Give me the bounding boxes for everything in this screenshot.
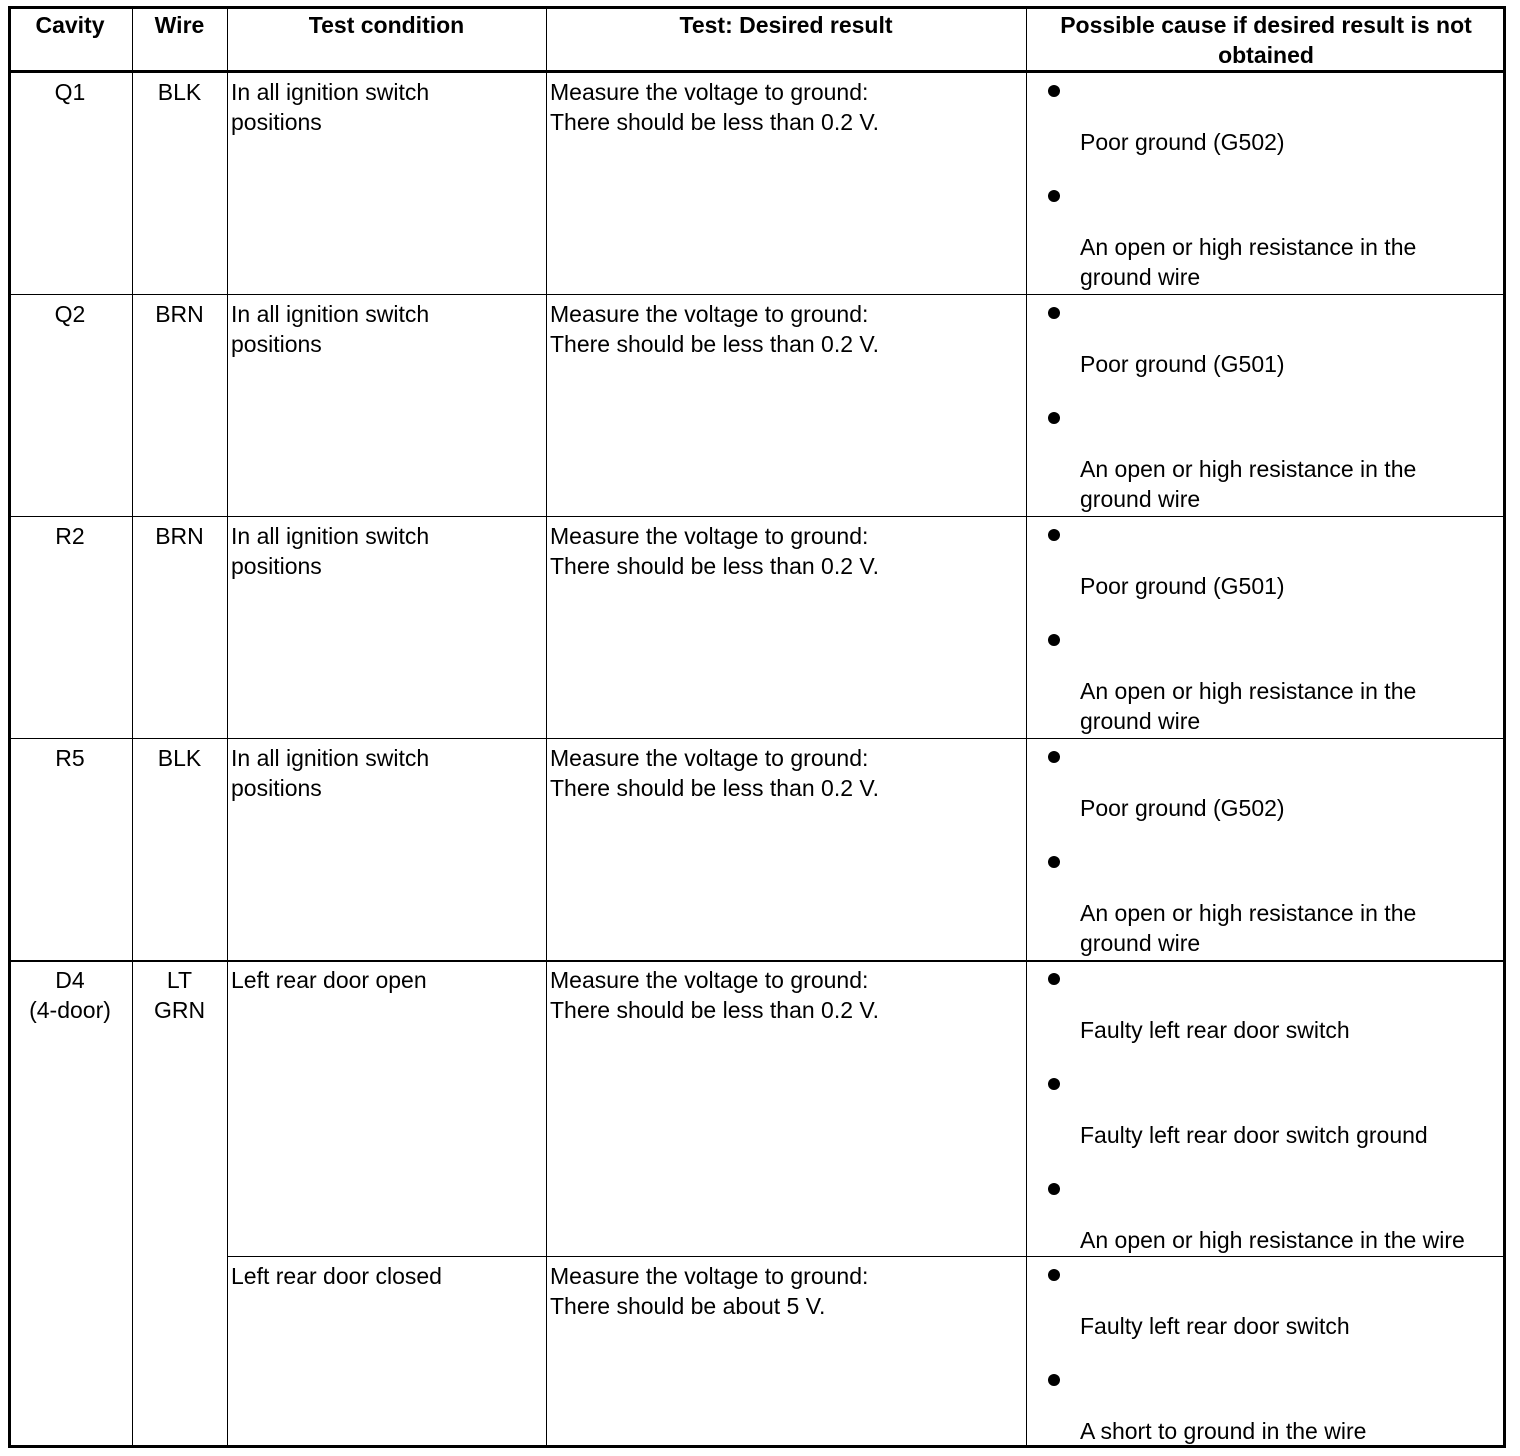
cavity-cell: D4 (4-door) (29, 967, 111, 1023)
possible-cause-item: Faulty left rear door switch (1080, 1313, 1350, 1339)
possible-cause-item: An open or high resistance in the ground wire (1080, 678, 1417, 734)
bullet-icon (1048, 412, 1060, 424)
possible-cause-item: A short to ground in the wire (1080, 1418, 1367, 1444)
header-wire: Wire (154, 12, 205, 38)
bullet-icon (1048, 634, 1060, 646)
subrow-divider (227, 1256, 1506, 1257)
wire-cell: BRN (155, 523, 204, 549)
row-divider (8, 294, 1506, 295)
possible-cause-item: Poor ground (G502) (1080, 795, 1285, 821)
column-divider (132, 6, 133, 1448)
bullet-icon (1048, 307, 1060, 319)
test-condition-cell: In all ignition switch positions (231, 79, 430, 135)
header-cavity: Cavity (35, 12, 105, 38)
header-test-condition: Test condition (308, 12, 465, 38)
column-divider (546, 6, 547, 1448)
cavity-cell: Q1 (54, 79, 86, 105)
wire-cell: BLK (157, 745, 202, 771)
cavity-cell: R2 (55, 523, 85, 549)
possible-cause-item: An open or high resistance in the ground wire (1080, 900, 1417, 956)
bullet-icon (1048, 190, 1060, 202)
bullet-icon (1048, 751, 1060, 763)
test-condition-cell: In all ignition switch positions (231, 523, 430, 579)
possible-cause-item: An open or high resistance in the wire (1080, 1227, 1465, 1253)
possible-cause-item: Faulty left rear door switch (1080, 1017, 1350, 1043)
row-divider (8, 516, 1506, 517)
header-desired-result: Test: Desired result (679, 12, 893, 38)
column-divider (227, 6, 228, 1448)
possible-cause-item: An open or high resistance in the ground wire (1080, 456, 1417, 512)
cavity-cell: R5 (55, 745, 85, 771)
possible-cause-item: Poor ground (G502) (1080, 129, 1285, 155)
possible-cause-item: Poor ground (G501) (1080, 351, 1285, 377)
desired-result-cell: Measure the voltage to ground: There should be less than 0.2 V. (550, 301, 880, 357)
wire-cell: BLK (157, 79, 202, 105)
possible-cause-item: An open or high resistance in the ground wire (1080, 234, 1417, 290)
bullet-icon (1048, 1078, 1060, 1090)
bullet-icon (1048, 856, 1060, 868)
test-condition-cell: In all ignition switch positions (231, 745, 430, 801)
possible-cause-item: Poor ground (G501) (1080, 573, 1285, 599)
desired-result-cell: Measure the voltage to ground: There should be less than 0.2 V. (550, 967, 880, 1023)
possible-cause-item: Faulty left rear door switch ground (1080, 1122, 1428, 1148)
cavity-cell: Q2 (54, 301, 86, 327)
header-possible-cause: Possible cause if desired result is not obtained (1060, 12, 1472, 68)
desired-result-cell: Measure the voltage to ground: There should be less than 0.2 V. (550, 745, 880, 801)
bullet-icon (1048, 1183, 1060, 1195)
bullet-icon (1048, 1374, 1060, 1386)
desired-result-cell: Measure the voltage to ground: There should be less than 0.2 V. (550, 79, 880, 135)
wire-cell: BRN (155, 301, 204, 327)
wire-cell: LT GRN (153, 967, 206, 1023)
bullet-icon (1048, 1269, 1060, 1281)
column-divider (1026, 6, 1027, 1448)
test-condition-cell: Left rear door open (231, 967, 427, 993)
bullet-icon (1048, 529, 1060, 541)
test-condition-cell: In all ignition switch positions (231, 301, 430, 357)
desired-result-cell: Measure the voltage to ground: There should be less than 0.2 V. (550, 523, 880, 579)
test-condition-cell: Left rear door closed (231, 1263, 442, 1289)
desired-result-cell: Measure the voltage to ground: There should be about 5 V. (550, 1263, 869, 1319)
bullet-icon (1048, 85, 1060, 97)
bullet-icon (1048, 973, 1060, 985)
header-divider (8, 70, 1506, 73)
row-divider (8, 960, 1506, 962)
row-divider (8, 738, 1506, 739)
